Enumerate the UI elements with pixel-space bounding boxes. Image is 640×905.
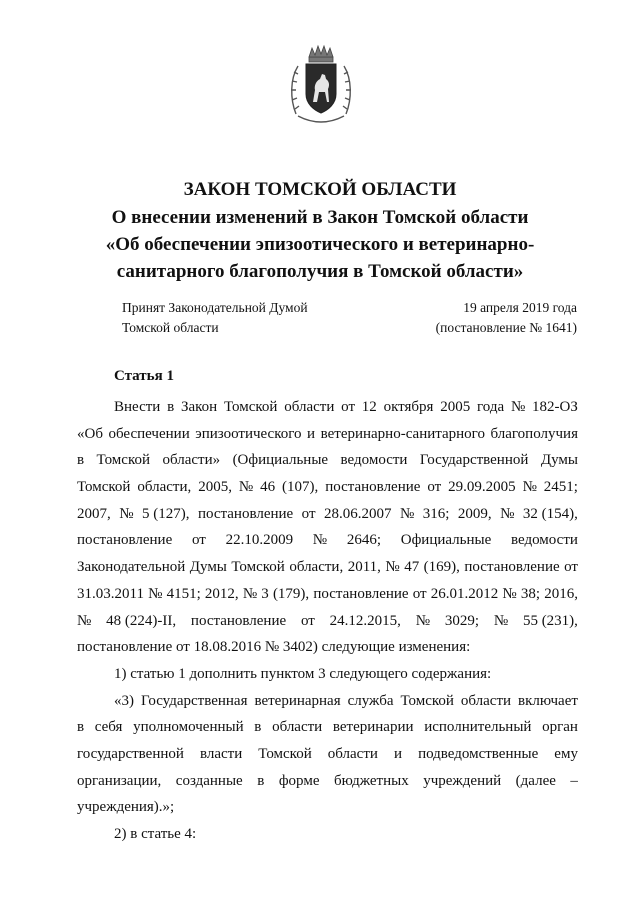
text-word: Закон xyxy=(180,399,218,415)
text-line xyxy=(77,661,578,688)
text-word: № xyxy=(119,505,134,522)
text-word: бюджетных xyxy=(334,772,409,789)
text-line xyxy=(77,688,578,715)
text-word: постановление xyxy=(197,505,294,522)
text-word: октября xyxy=(383,399,434,415)
text-word: (169), xyxy=(423,559,460,576)
text-word: 2005 xyxy=(440,399,471,415)
text-word: 46 xyxy=(260,479,276,496)
text-word: 28.06.2007 xyxy=(324,505,392,522)
text-word: Официальные xyxy=(400,532,492,549)
text-word: (далее xyxy=(515,772,556,789)
text-word: «3) xyxy=(114,692,134,709)
text-word: области, xyxy=(137,479,192,496)
text-word: уполномоченный xyxy=(133,719,244,736)
text-word: 26.01.2012 xyxy=(430,585,499,602)
article-body xyxy=(77,394,578,848)
text-word: области, xyxy=(289,559,344,576)
adoption-date-info xyxy=(360,298,577,338)
text-word: № xyxy=(493,612,509,629)
text-word: учреждений xyxy=(423,772,502,789)
text-word: от xyxy=(564,559,578,576)
text-word: 2009, xyxy=(457,505,492,522)
text-word: эпизоотического xyxy=(195,425,302,442)
adoption-info xyxy=(122,298,308,338)
text-word: 12 xyxy=(361,399,377,415)
text-word: обеспечении xyxy=(108,425,190,442)
text-word: 2012, xyxy=(204,585,239,602)
text-word: ему xyxy=(554,745,578,762)
adopted-by-line-1: Принят Законодательной Думой xyxy=(122,300,308,315)
text-line xyxy=(77,714,578,741)
text-word: включает xyxy=(518,692,578,709)
text-word: от xyxy=(301,505,316,522)
text-word: орган xyxy=(542,719,578,736)
text-word: форме xyxy=(278,772,320,789)
text-word: созданные xyxy=(175,772,243,789)
text-word: 316; xyxy=(422,505,450,522)
text-line xyxy=(77,608,578,635)
text-line xyxy=(77,794,578,821)
text-word: учреждения).»; xyxy=(77,799,175,816)
text-word: области» xyxy=(162,452,221,469)
text-word: Думы xyxy=(540,452,578,469)
text-word: № xyxy=(148,585,163,602)
text-word: постановление xyxy=(325,479,421,496)
text-word: 4151; xyxy=(166,585,201,602)
text-line xyxy=(77,768,578,795)
text-word: в xyxy=(257,772,265,789)
text-word: области xyxy=(284,399,335,415)
text-word: постановление xyxy=(190,612,287,629)
text-word: Законодательной xyxy=(77,559,186,576)
text-word: организации, xyxy=(77,772,162,789)
text-word: № xyxy=(238,479,254,496)
text-word: постановление xyxy=(313,585,409,602)
text-word: Государственной xyxy=(419,452,529,469)
text-word: 2016, xyxy=(544,585,578,602)
text-word: (Официальные xyxy=(232,452,329,469)
text-word: – xyxy=(570,772,578,789)
text-word: области xyxy=(460,692,512,709)
text-word: от xyxy=(300,612,315,629)
text-word: 2451; xyxy=(543,479,578,496)
text-word: служба xyxy=(347,692,394,709)
text-word: в xyxy=(77,719,85,736)
text-word: области xyxy=(327,745,378,762)
text-word: области xyxy=(272,719,323,736)
text-word: исполнительный xyxy=(424,719,532,736)
text-word: 2) в статье 4: xyxy=(114,826,197,842)
text-word: ведомости xyxy=(511,532,578,549)
text-word: Томской xyxy=(77,479,131,496)
text-word: (179), xyxy=(272,585,310,602)
text-word: (107), xyxy=(282,479,319,496)
text-word: 3029; xyxy=(444,612,479,629)
text-word: № xyxy=(242,585,258,602)
text-word: 1) статью 1 дополнить пунктом 3 следующего содержания: xyxy=(114,665,492,682)
text-word: Томской xyxy=(258,745,312,762)
resolution-number: (постановление № 1641) xyxy=(435,320,577,335)
text-line xyxy=(77,421,578,448)
text-word: 31.03.2011 xyxy=(77,585,144,602)
text-line xyxy=(77,474,578,501)
text-word: № xyxy=(510,399,526,415)
text-word: Думы xyxy=(189,559,227,576)
law-subtitle-line-1: О внесении изменений в Закон Томской области xyxy=(111,207,529,228)
text-word: ведомости xyxy=(340,452,408,469)
text-word: № xyxy=(502,585,517,602)
text-word: Государственная xyxy=(140,692,248,709)
text-line xyxy=(77,501,578,528)
text-word: себя xyxy=(94,719,123,736)
text-word: Томской xyxy=(400,692,454,709)
text-word: постановление xyxy=(464,559,560,576)
text-word: ветеринарии xyxy=(332,719,414,736)
text-line xyxy=(77,527,578,554)
text-word: 2007, xyxy=(77,505,111,522)
text-word: № xyxy=(500,505,515,522)
text-word: 182-ОЗ xyxy=(532,399,578,415)
text-word: от xyxy=(412,585,427,602)
text-word: 38; xyxy=(520,585,541,602)
text-word: от xyxy=(341,399,356,415)
adopted-by-line-2: Томской области xyxy=(122,320,219,335)
text-word: от xyxy=(191,532,206,549)
tomsk-coat-of-arms-icon xyxy=(288,44,354,128)
law-subtitle-line-3: санитарного благополучия в Томской области» xyxy=(116,261,524,282)
text-line xyxy=(77,821,578,848)
text-word: 48 (224)-II, xyxy=(106,612,177,629)
text-line xyxy=(77,634,578,661)
text-word: 2011, xyxy=(347,559,381,576)
text-line xyxy=(77,554,578,581)
text-word: постановление от 18.08.2016 № 3402) следующие изменения: xyxy=(77,639,471,656)
text-word: 5 (127), xyxy=(142,505,190,522)
text-word: 3 xyxy=(261,585,269,602)
text-word: Томской xyxy=(223,399,278,415)
text-word: 2005, xyxy=(198,479,232,496)
text-word: подведомственные xyxy=(418,745,539,762)
text-word: 32 (154), xyxy=(522,505,578,522)
adoption-date: 19 апреля 2019 года xyxy=(463,300,577,315)
text-word: 24.12.2015, xyxy=(329,612,401,629)
text-word: № xyxy=(385,559,400,576)
text-line xyxy=(77,581,578,608)
text-word: «Об xyxy=(77,425,103,442)
text-line xyxy=(77,741,578,768)
text-word: Томской xyxy=(231,559,285,576)
text-line xyxy=(77,394,578,421)
text-word: 22.10.2009 xyxy=(225,532,294,549)
text-word: и xyxy=(393,745,403,762)
text-word: № xyxy=(77,612,92,629)
text-word: в xyxy=(254,719,262,736)
text-word: № xyxy=(522,479,537,496)
text-word: государственной xyxy=(77,745,184,762)
text-word: и xyxy=(307,425,316,442)
text-word: № xyxy=(415,612,431,629)
article-heading: Статья 1 xyxy=(114,368,174,384)
text-word: в xyxy=(167,399,175,415)
text-word: года xyxy=(477,399,505,415)
text-word: Томской xyxy=(96,452,150,469)
text-word: Внести xyxy=(114,399,161,415)
text-word: ветеринарно-санитарного xyxy=(320,425,485,442)
text-word: 2646; xyxy=(346,532,382,549)
text-word: власти xyxy=(199,745,243,762)
text-word: в xyxy=(77,452,85,469)
law-title: ЗАКОН ТОМСКОЙ ОБЛАСТИ xyxy=(183,179,457,200)
text-line xyxy=(77,447,578,474)
text-word: постановление xyxy=(77,532,173,549)
text-word: 55 (231), xyxy=(522,612,578,629)
text-word: № xyxy=(399,505,415,522)
text-word: благополучия xyxy=(490,425,578,442)
text-word: 47 xyxy=(404,559,420,576)
text-word: от xyxy=(427,479,442,496)
text-word: № xyxy=(312,532,328,549)
text-word: ветеринарная xyxy=(254,692,341,709)
text-word: 29.09.2005 xyxy=(448,479,516,496)
law-subtitle-line-2: «Об обеспечении эпизоотического и ветеринарно- xyxy=(105,234,535,255)
